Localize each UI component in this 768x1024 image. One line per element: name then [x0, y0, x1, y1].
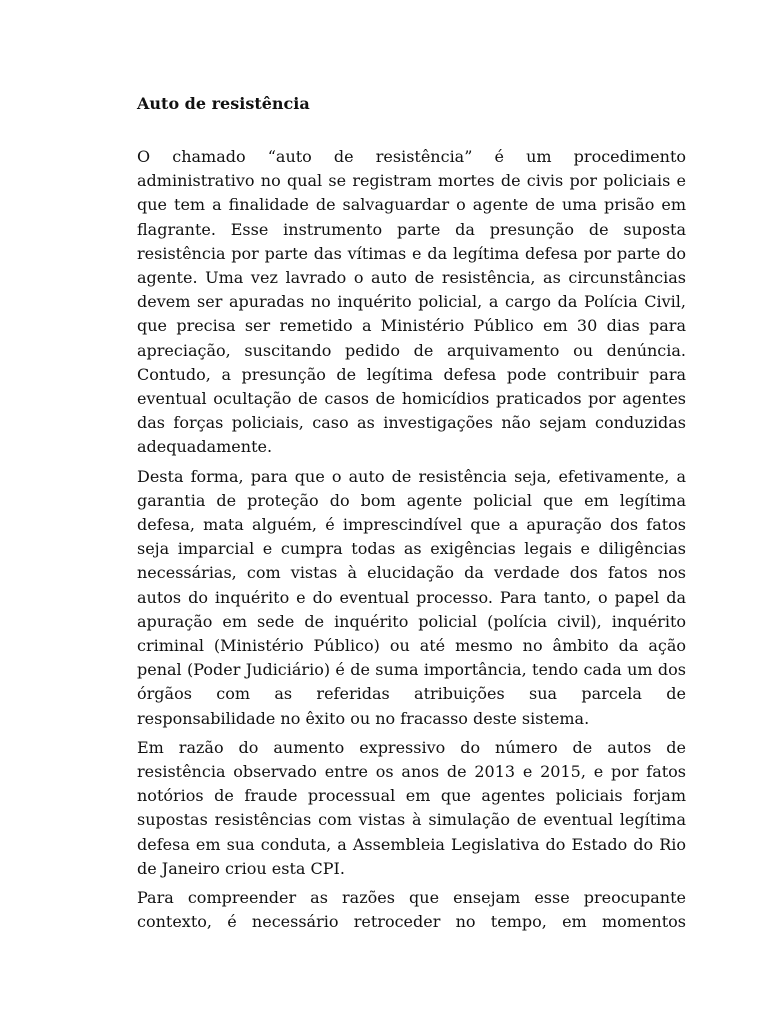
paragraph-4: Para compreender as razões que ensejam esse preocupante contexto, é necessário retroceder no tempo, em momentos	[137, 888, 686, 932]
paragraph-2: Desta forma, para que o auto de resistência seja, efetivamente, a garantia de proteção do bom agente policial que em legítima defesa, mata alguém, é imprescindível que a apuração dos fatos seja imparcial e cumpra todas as exigências legais e diligências necessárias, com vistas à elucidação da verdade dos fatos nos autos do inquérito e do eventual processo. Para tanto, o papel da apuração em sede de inquérito policial (polícia civil), inquérito criminal (Ministério Público) ou até mesmo no âmbito da ação penal (Poder Judiciário) é de suma importância, tendo cada um dos órgãos com as referidas atribuições sua parcela de responsabilidade no êxito ou no fracasso deste sistema.	[137, 466, 686, 728]
document-page	[137, 92, 686, 940]
document-title: Auto de resistência	[137, 94, 310, 113]
paragraph-3: Em razão do aumento expressivo do número de autos de resistência observado entre os anos de 2013 e 2015, e por fatos notórios de fraude processual em que agentes policiais forjam supostas resistências com vistas à simulação de eventual legítima defesa em sua conduta, a Assembleia Legislativa do Estado do Rio de Janeiro criou esta CPI.	[137, 737, 686, 878]
paragraph-1: O chamado “auto de resistência” é um procedimento administrativo no qual se registram mortes de civis por policiais e que tem a finalidade de salvaguardar o agente de uma prisão em flagrante. Esse instrumento parte da presunção de suposta resistência por parte das vítimas e da legítima defesa por parte do agente. Uma vez lavrado o auto de resistência, as circunstâncias devem ser apuradas no inquérito policial, a cargo da Polícia Civil, que precisa ser remetido a Ministério Público em 30 dias para apreciação, suscitando pedido de arquivamento ou denúncia. Contudo, a presunção de legítima defesa pode contribuir para eventual ocultação de casos de homicídios praticados por agentes das forças policiais, caso as investigações não sejam conduzidas adequadamente.	[137, 147, 686, 457]
